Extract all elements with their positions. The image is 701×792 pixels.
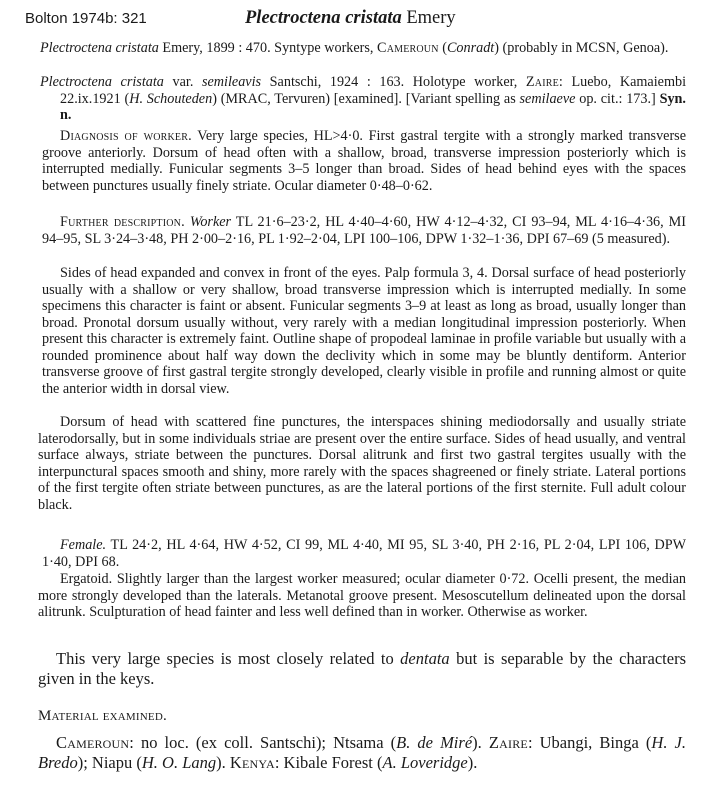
collector: B. de Miré xyxy=(396,733,473,752)
text: : Luebo, Kamaiembi 22.ix.1921 ( xyxy=(60,74,687,107)
reference-label: Bolton 1974b: 321 xyxy=(25,10,147,27)
country: Zaire xyxy=(525,74,559,90)
comment-text: but is separable by the characters given in the keys. xyxy=(38,649,687,688)
country: Zaire xyxy=(488,733,528,752)
collector: H. Schouteden xyxy=(129,90,213,107)
related-species: dentata xyxy=(400,649,450,668)
comment-paragraph xyxy=(38,649,686,689)
section-heading: Further description. xyxy=(60,214,185,230)
collector: H. J. Bredo xyxy=(38,733,686,772)
description-text: Sides of head expanded and convex in front of the eyes. Palp formula 3, 4. Dorsal surface of head posteriorly usually with a shallow or very shallow, broad transverse impression which is interrupted medially. In some specimens this character is faint or absent. Funicular segments 3–9 at least as long as broad, usually longer than broad. Pronotal dorsum usually without, very rarely with a median longitudinal impression posteriorly. When present this character is extremely faint. Outline shape of propodeal laminae in profile variable but usually with a rounded prominence about half way down the declivity which in some may be bluntly dentiform. Anterior transverse groove of first gastral tergite strongly developed, clearly visible in profile and running almost or quite the anterior width in dorsal view. xyxy=(42,265,686,397)
synonymy-entry-2 xyxy=(40,74,686,124)
caste-label: Worker xyxy=(189,214,232,230)
text: : Kibale Forest ( xyxy=(274,753,383,772)
diagnosis-text: Very large species, HL>4·0. First gastral tergite with a strongly marked transverse groove anteriorly. Dorsum of head often with a shallow, broad, transverse impression posteriorly which is interrupted medially. Funicular segments 3–5 longer than broad. Sides of head behind eyes with the spaces between punctures usually finely striate. Ocular diameter 0·48–0·62. xyxy=(42,128,687,194)
text: ). xyxy=(216,753,230,772)
country: Cameroun xyxy=(56,733,130,752)
sculpture-text: Dorsum of head with scattered fine punctures, the interspaces shining mediodorsally and usually striate laterodorsally, but in some individuals striae are present over the entire surface. Sides of head usually, and ventral surface always, striate between the punctures. Dorsal alitrunk and first two gastral tergites usually with the interpunctural spaces smooth and shiny, more rarely with the spaces shagreened or finely striate. Lateral portions of the first tergite often striate between punctures, as are the lateral portions of the first sternite. Full adult colour black. xyxy=(38,414,686,513)
diagnosis-paragraph xyxy=(42,128,686,194)
section-heading: Material examined. xyxy=(38,708,167,724)
country: Kenya xyxy=(229,753,275,772)
genus-name: Plectroctena xyxy=(245,8,341,28)
text: ). xyxy=(467,753,478,772)
text: ) (MRAC, Tervuren) [examined]. [Variant spelling as xyxy=(212,90,520,107)
material-heading xyxy=(38,708,167,725)
taxon-name: Plectroctena cristata xyxy=(40,40,159,56)
ergatoid-paragraph xyxy=(38,571,686,621)
variety-name: semileavis xyxy=(201,74,262,90)
text: ). xyxy=(472,733,489,752)
text: var. xyxy=(163,74,202,90)
female-paragraph xyxy=(42,537,686,570)
text: ); Niapu ( xyxy=(77,753,142,772)
text: ( xyxy=(438,40,447,56)
text: : Ubangi, Binga ( xyxy=(527,733,652,752)
ergatoid-text: Ergatoid. Slightly larger than the largest worker measured; ocular diameter 0·72. Ocelli present, the median more strongly developed than the laterals. Metanotal groove present. Mesoscutellum delineated upon the dorsal alitrunk. Sculpturation of head fainter and less well defined than in worker. Otherwise as worker. xyxy=(38,571,686,620)
species-name: cristata xyxy=(345,8,402,28)
description-paragraph-1 xyxy=(42,265,686,397)
material-paragraph xyxy=(38,733,686,773)
citation-text: Santschi, 1924 : 163. Holotype worker, xyxy=(261,74,526,90)
section-heading: Diagnosis of worker. xyxy=(60,128,192,144)
synonymy-entry-1 xyxy=(40,40,686,57)
page-header xyxy=(25,6,695,32)
text: ) (probably in MCSN, Genoa). xyxy=(494,40,669,56)
synonym-note: Syn. n. xyxy=(60,90,686,123)
description-paragraph-2 xyxy=(38,414,686,513)
species-title xyxy=(245,8,456,29)
caste-label: Female. xyxy=(60,537,107,553)
species-author: Emery xyxy=(406,8,456,28)
collector: Conradt xyxy=(446,40,495,56)
country: Cameroun xyxy=(377,40,439,56)
taxon-name: Plectroctena cristata xyxy=(40,74,164,90)
measurements: TL 21·6–23·2, HL 4·40–4·60, HW 4·12–4·32, CI 93–94, ML 4·16–4·36, MI 94–95, SL 3·24–3·48, PH 2·00–2·16, PL 1·92–2·04, LPI 100–106, DPW 1·32–1·36, DPI 67–69 (5 measured). xyxy=(42,214,687,247)
text: : no loc. (ex coll. Santschi); Ntsama ( xyxy=(129,733,397,752)
collector: H. O. Lang xyxy=(141,753,217,772)
comment-text: This very large species is most closely related to xyxy=(56,649,401,668)
collector: A. Loveridge xyxy=(382,753,468,772)
female-measurements: TL 24·2, HL 4·64, HW 4·52, CI 99, ML 4·40, MI 95, SL 3·40, PH 2·16, PL 2·04, LPI 106, DPW 1·40, DPI 68. xyxy=(42,537,686,570)
further-description-paragraph xyxy=(42,214,686,247)
text: op. cit.: 173.] xyxy=(575,90,660,107)
citation-text: Emery, 1899 : 470. Syntype workers, xyxy=(158,40,378,56)
variant-name: semilaeve xyxy=(519,90,576,107)
